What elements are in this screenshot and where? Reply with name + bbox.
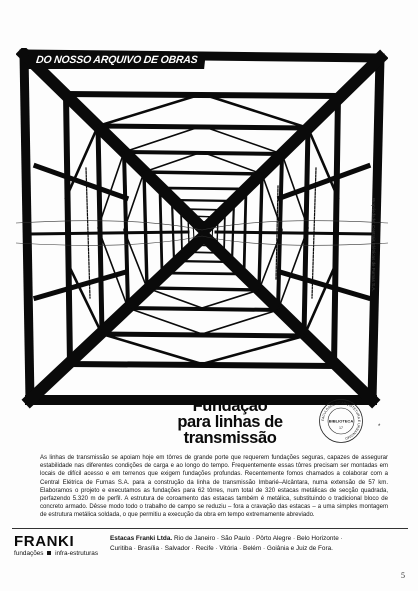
footer-rule xyxy=(12,528,408,529)
brand-logo: FRANKI xyxy=(14,533,75,550)
tagline-foundations: fundações xyxy=(14,550,44,557)
headline-line-2: para linhas de xyxy=(177,413,283,431)
article-body: As linhas de transmissão se apoiam hoje em tôrres de grande porte que requerem fundações seguras, capazes de assegurar estabilidade nas diferentes condições de carga e ao longo do tempo. Frequentemente essas tôrres precisam ser montadas em locais de difícil acesso e em terrenos que exigem fundações profundas. Recentemente fomos chamados a colaborar com a Central Elétrica de Furnas S.A. para a construção da linha de transmissão Imbarié–Alcântara, numa extensão de 57 km. Elaboramos o projeto e executamos as fundações para 62 tôrres, num total de 320 estacas metálicas de secção quadrada, perfazendo 5.320 m de perfil. A estrutura de coroamento das estacas também é metálica, substituindo o tradicional bloco de concreto armado. Dêsse modo todo o trabalho de campo se reduziu – fora a cravação das estacas – a uma simples montagem de estrutura metálica soldada, o que permitiu a execução da obra em tempo extremamente abreviado. xyxy=(40,455,388,519)
page-number: 5 xyxy=(401,571,405,580)
tagline-infrastructure: infra-estruturas xyxy=(55,550,99,557)
cities-line-1: Rio de Janeiro · São Paulo · Pôrto Alegre · Belo Horizonte · xyxy=(173,535,343,542)
stamp-ring-text: FACULDADE DE ARQUITETURA E URBANISMO xyxy=(320,400,362,441)
brand-tagline xyxy=(14,550,98,557)
company-name: Estacas Franki Ltda. xyxy=(110,535,173,542)
headline-line-1: Fundação xyxy=(192,397,268,415)
address-line-1 xyxy=(110,534,410,544)
photo-credit: Propriedade: Centrais Elétricas de Furnas S.A. xyxy=(371,198,376,292)
archive-banner: DO NOSSO ARQUIVO DE OBRAS xyxy=(27,52,206,69)
stamp-mark: * xyxy=(378,424,381,430)
square-bullet-icon xyxy=(47,551,51,555)
stamp-center-text: BIBLIOTECA xyxy=(328,418,354,424)
company-addresses xyxy=(110,534,410,555)
address-line-2: Curitiba · Brasília · Salvador · Recife · Vitória · Belém · Goiânia e Juiz de Fora. xyxy=(110,545,333,553)
headline-line-3: transmissão xyxy=(183,429,277,447)
library-stamp xyxy=(318,398,364,444)
stamp-number: 17 xyxy=(339,426,343,430)
transmission-tower-photo xyxy=(16,48,388,413)
headline xyxy=(150,398,310,446)
